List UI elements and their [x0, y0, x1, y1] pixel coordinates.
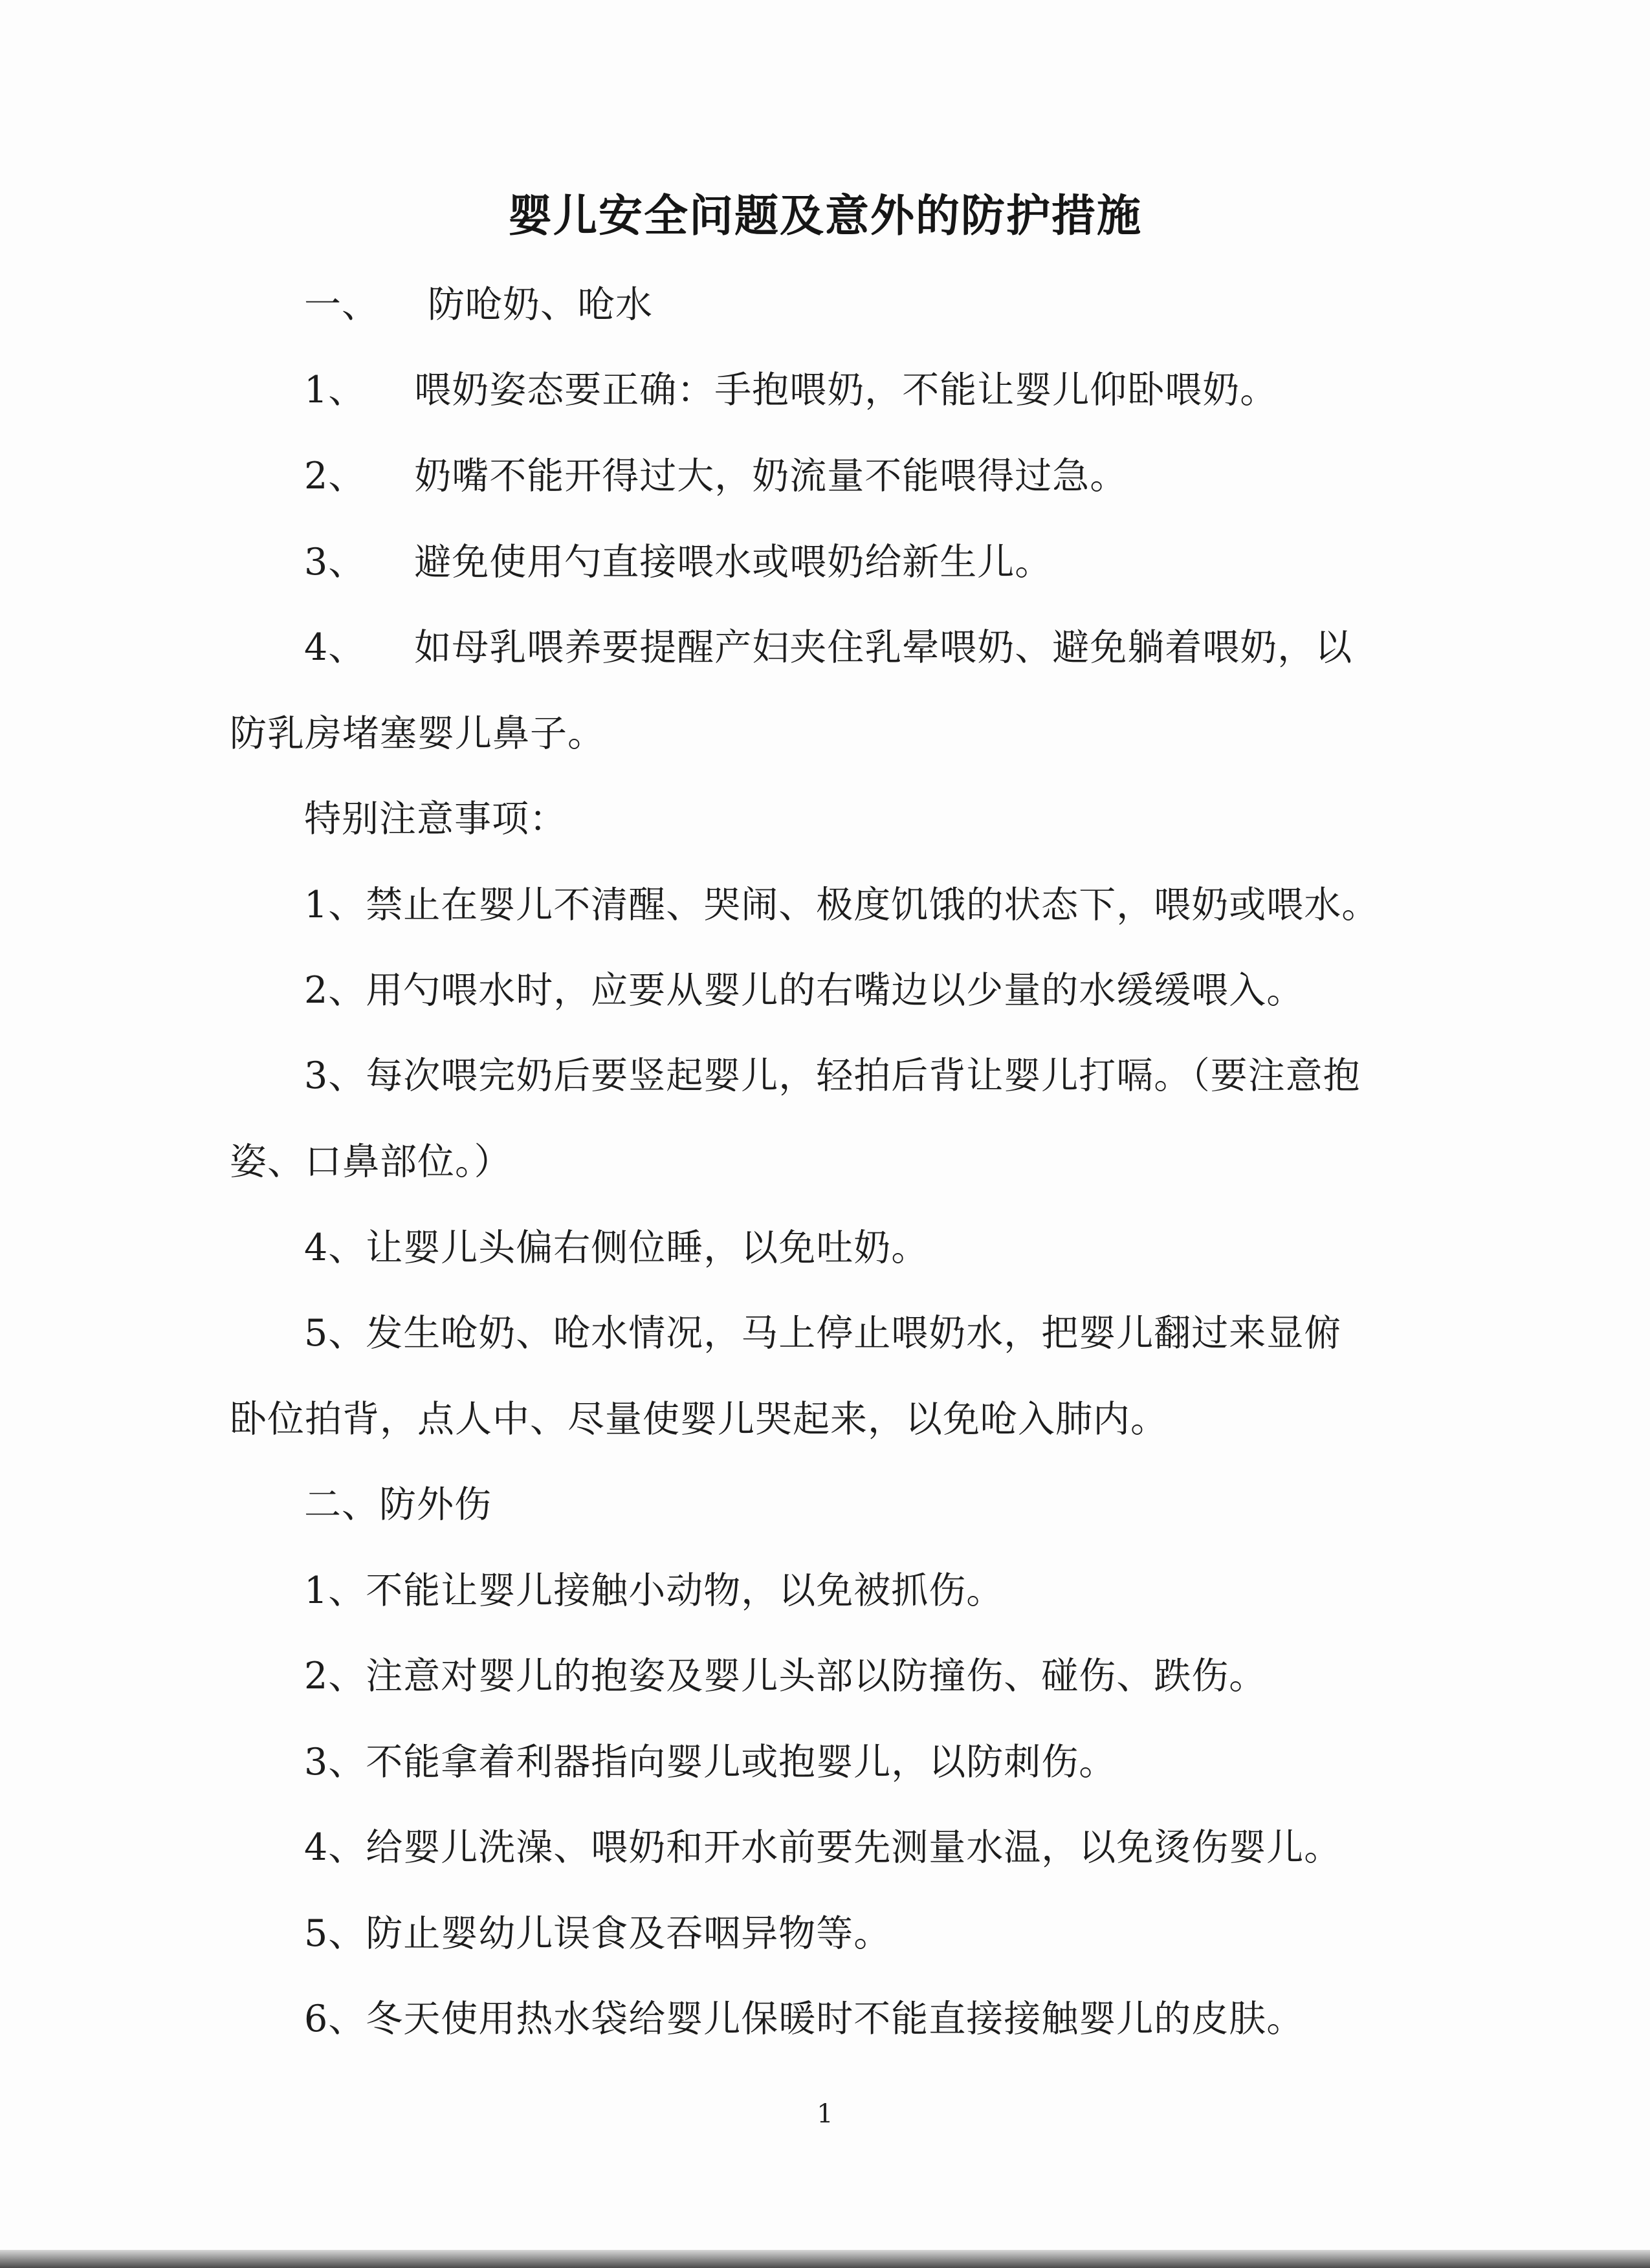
section2-heading: 二、防外伤 — [304, 1483, 492, 1526]
list-item — [304, 532, 1052, 585]
list-item: 1、禁止在婴儿不清醒、哭闹、极度饥饿的状态下，喂奶或喂水。 — [304, 884, 1380, 926]
list-item: 5、防止婴幼儿误食及吞咽异物等。 — [304, 1912, 892, 1955]
list-item: 4、让婴儿头偏右侧位睡，以免吐奶。 — [304, 1227, 929, 1269]
list-item — [304, 360, 1277, 413]
list-item: 3、不能拿着利器指向婴儿或抱婴儿，以防刺伤。 — [304, 1741, 1117, 1783]
item-continuation: 卧位拍背，点人中、尽量使婴儿哭起来，以免呛入肺内。 — [230, 1398, 1168, 1441]
item-number: 1、 — [304, 369, 366, 411]
item-text: 如母乳喂养要提醒产妇夹住乳晕喂奶、避免躺着喂奶，以 — [414, 626, 1353, 669]
list-item: 1、不能让婴儿接触小动物，以免被抓伤。 — [304, 1569, 1004, 1612]
item-text: 避免使用勺直接喂水或喂奶给新生儿。 — [414, 541, 1053, 583]
scan-bottom-edge — [0, 2250, 1650, 2268]
list-item: 4、给婴儿洗澡、喂奶和开水前要先测量水温，以免烫伤婴儿。 — [304, 1826, 1342, 1869]
list-item: 6、冬天使用热水袋给婴儿保暖时不能直接接触婴儿的皮肤。 — [304, 1998, 1304, 2040]
item-text: 喂奶姿态要正确：手抱喂奶，不能让婴儿仰卧喂奶。 — [414, 369, 1278, 411]
item-number: 4、 — [304, 626, 366, 669]
list-item — [304, 446, 1127, 499]
list-item: 3、每次喂完奶后要竖起婴儿，轻拍后背让婴儿打嗝。（要注意抱 — [304, 1054, 1361, 1097]
list-item: 5、发生呛奶、呛水情况，马上停止喂奶水，把婴儿翻过来显俯 — [304, 1312, 1342, 1355]
list-item — [304, 618, 1352, 671]
item-number: 3、 — [304, 541, 366, 583]
page-number: 1 — [817, 2099, 833, 2129]
list-item: 2、注意对婴儿的抱姿及婴儿头部以防撞伤、碰伤、跌伤。 — [304, 1655, 1267, 1697]
list-item: 2、用勺喂水时，应要从婴儿的右嘴边以少量的水缓缓喂入。 — [304, 969, 1304, 1012]
item-number: 2、 — [304, 455, 366, 497]
special-notes-heading: 特别注意事项： — [304, 798, 567, 840]
document-title: 婴儿安全问题及意外的防护措施 — [507, 190, 1142, 242]
section1-heading-number: 一、 — [304, 283, 379, 326]
item-continuation: 防乳房堵塞婴儿鼻子。 — [230, 712, 605, 755]
section1-heading-text: 防呛奶、呛水 — [428, 283, 653, 326]
item-text: 奶嘴不能开得过大，奶流量不能喂得过急。 — [414, 455, 1128, 497]
item-continuation: 姿、口鼻部位。） — [230, 1140, 512, 1183]
section1-heading — [304, 275, 653, 328]
